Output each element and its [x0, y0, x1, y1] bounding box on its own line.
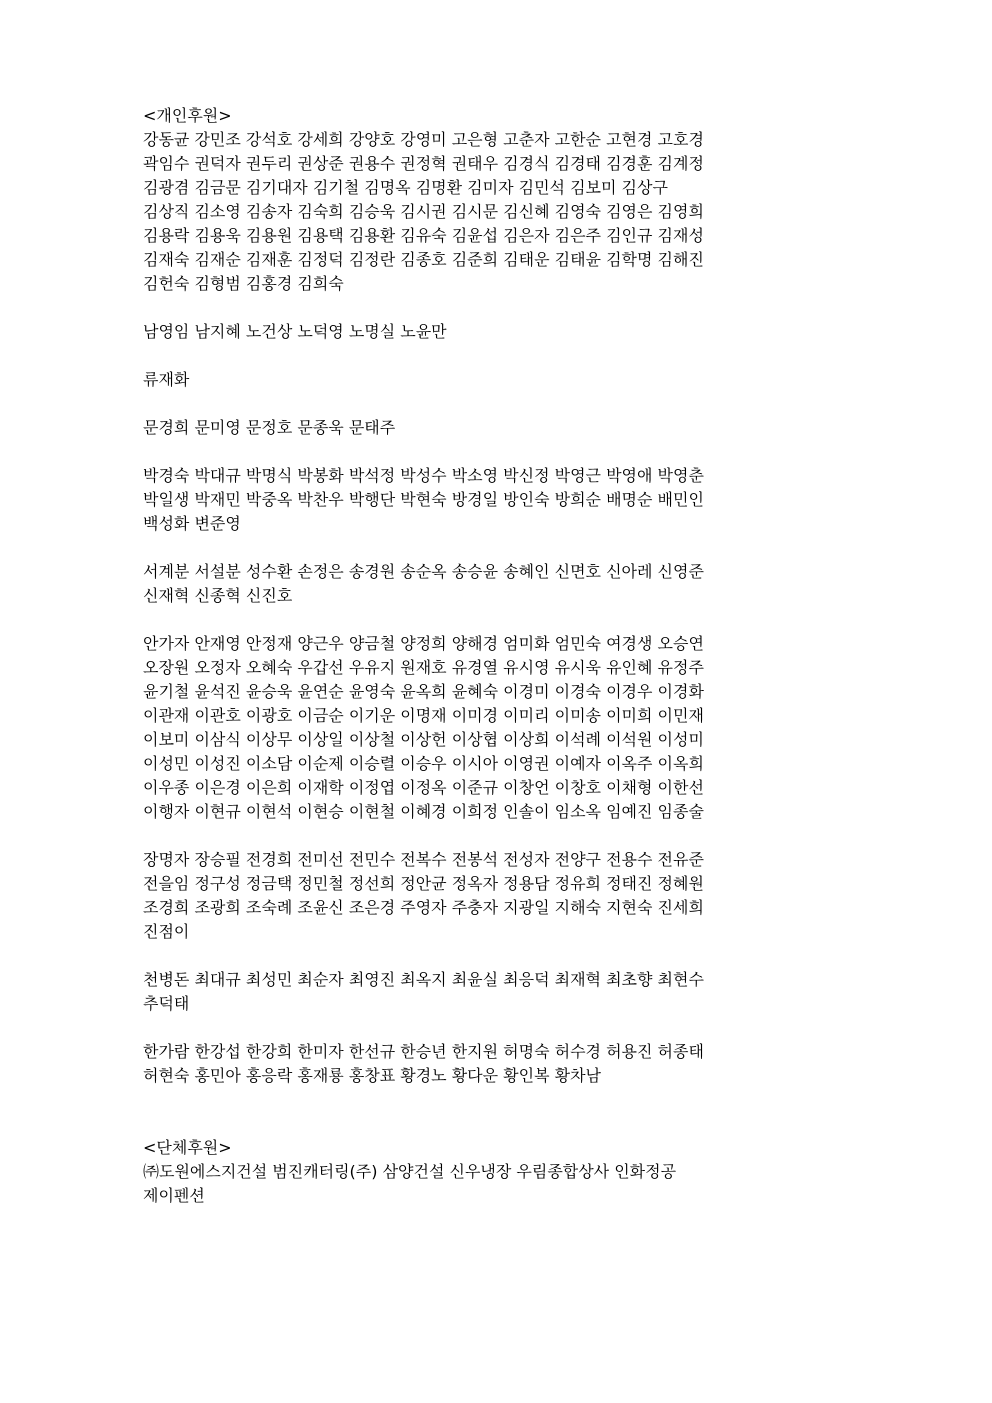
name-group: [143, 464, 863, 536]
name-line: 조경희 조광희 조숙례 조윤신 조은경 주영자 주충자 지광일 지해숙 지현숙 진세희: [143, 898, 704, 917]
individual-sponsors-list: [143, 128, 863, 1088]
organization-sponsors-list: [143, 1160, 863, 1208]
name-line: 김재숙 김재순 김재훈 김정덕 김정란 김종호 김준희 김태운 김태윤 김학명 김해진: [143, 250, 704, 269]
name-line: 박일생 박재민 박중옥 박찬우 박행단 박현숙 방경일 방인숙 방희순 배명순 배민인: [143, 490, 704, 509]
group-spacer: [143, 392, 863, 416]
group-spacer: [143, 608, 863, 632]
name-group: [143, 320, 863, 344]
name-line: 진점이: [143, 922, 190, 941]
group-spacer: [143, 344, 863, 368]
organization-sponsors-title: <단체후원>: [143, 1138, 232, 1157]
name-line: 김상직 김소영 김송자 김숙희 김승욱 김시권 김시문 김신혜 김영숙 김영은 김영희: [143, 202, 704, 221]
name-group: [143, 416, 863, 440]
name-line: 박경숙 박대규 박명식 박봉화 박석정 박성수 박소영 박신정 박영근 박영애 박영춘: [143, 466, 704, 485]
group-spacer: [143, 1016, 863, 1040]
group-spacer: [143, 296, 863, 320]
name-group: [143, 560, 863, 608]
name-group: [143, 848, 863, 944]
name-group: [143, 1040, 863, 1088]
name-group: [143, 128, 863, 296]
name-group: [143, 632, 863, 824]
name-line: 오장원 오정자 오혜숙 우갑선 우유지 원재호 유경열 유시영 유시욱 유인혜 유정주: [143, 658, 704, 677]
name-line: 류재화: [143, 370, 190, 389]
organization-line: ㈜도원에스지건설 범진캐터링(주) 삼양건설 신우냉장 우림종합상사 인화정공: [143, 1162, 677, 1181]
name-line: 이행자 이현규 이현석 이현승 이현철 이혜경 이희정 인솔이 임소옥 임예진 임종술: [143, 802, 704, 821]
section-spacer: [143, 1088, 863, 1136]
name-line: 김용락 김용욱 김용원 김용택 김용환 김유숙 김윤섭 김은자 김은주 김인규 김재성: [143, 226, 704, 245]
name-line: 한가람 한강섭 한강희 한미자 한선규 한승년 한지원 허명숙 허수경 허용진 허종태: [143, 1042, 704, 1061]
name-line: 추덕태: [143, 994, 190, 1013]
name-line: 남영임 남지혜 노건상 노덕영 노명실 노윤만: [143, 322, 447, 341]
name-line: 강동균 강민조 강석호 강세희 강양호 강영미 고은형 고춘자 고한순 고현경 고호경: [143, 130, 704, 149]
group-spacer: [143, 440, 863, 464]
name-line: 백성화 변준영: [143, 514, 241, 533]
name-line: 서계분 서설분 성수환 손정은 송경원 송순옥 송승윤 송혜인 신면호 신아레 신영준: [143, 562, 704, 581]
name-line: 김헌숙 김형범 김홍경 김희숙: [143, 274, 344, 293]
name-line: 이관재 이관호 이광호 이금순 이기운 이명재 이미경 이미리 이미송 이미희 이민재: [143, 706, 704, 725]
name-line: 장명자 장승필 전경희 전미선 전민수 전복수 전봉석 전성자 전양구 전용수 전유준: [143, 850, 704, 869]
name-line: 천병돈 최대규 최성민 최순자 최영진 최옥지 최윤실 최응덕 최재혁 최초향 최현수: [143, 970, 704, 989]
name-line: 이우종 이은경 이은희 이재학 이정엽 이정옥 이준규 이창언 이창호 이채형 이한선: [143, 778, 704, 797]
individual-sponsors-title: <개인후원>: [143, 106, 232, 125]
name-line: 윤기철 윤석진 윤승욱 윤연순 윤영숙 윤옥희 윤혜숙 이경미 이경숙 이경우 이경화: [143, 682, 704, 701]
name-line: 김광겸 김금문 김기대자 김기철 김명옥 김명환 김미자 김민석 김보미 김상구: [143, 178, 668, 197]
name-line: 전을임 정구성 정금택 정민철 정선희 정안균 정옥자 정용담 정유희 정태진 정혜원: [143, 874, 704, 893]
name-group: [143, 368, 863, 392]
group-spacer: [143, 536, 863, 560]
organization-line: 제이펜션: [143, 1186, 205, 1205]
name-line: 이보미 이삼식 이상무 이상일 이상철 이상헌 이상협 이상희 이석례 이석원 이성미: [143, 730, 704, 749]
name-line: 신재혁 신종혁 신진호: [143, 586, 293, 605]
group-spacer: [143, 944, 863, 968]
donor-list-page: [143, 104, 863, 1208]
name-group: [143, 968, 863, 1016]
name-line: 문경희 문미영 문정호 문종욱 문태주: [143, 418, 396, 437]
name-line: 곽임수 권덕자 권두리 권상준 권용수 권정혁 권태우 김경식 김경태 김경훈 김계정: [143, 154, 704, 173]
name-line: 허현숙 홍민아 홍응락 홍재룡 홍창표 황경노 황다운 황인복 황차남: [143, 1066, 602, 1085]
group-spacer: [143, 824, 863, 848]
name-line: 안가자 안재영 안정재 양근우 양금철 양정희 양해경 엄미화 엄민숙 여경생 오승연: [143, 634, 704, 653]
name-line: 이성민 이성진 이소담 이순제 이승렬 이승우 이시아 이영권 이예자 이옥주 이옥희: [143, 754, 704, 773]
